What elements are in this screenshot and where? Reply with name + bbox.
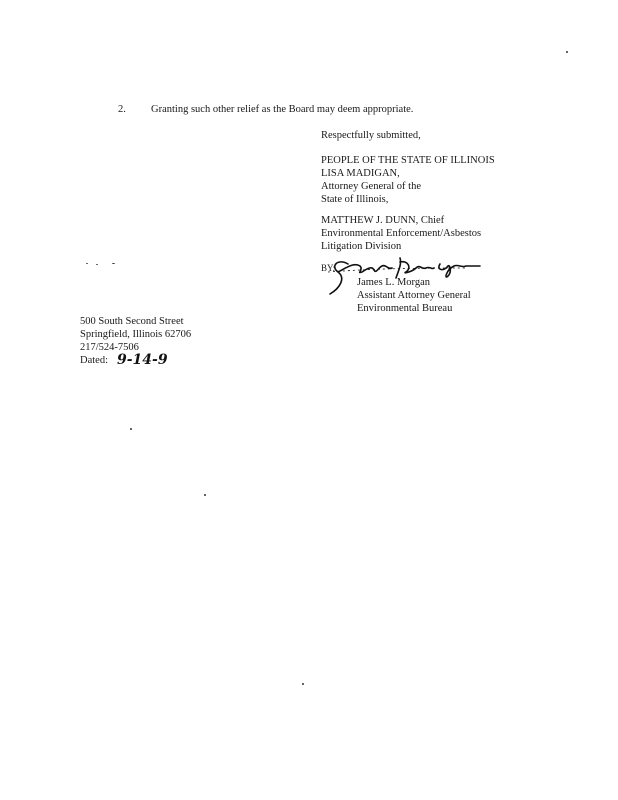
chief-line: Litigation Division [321,241,402,252]
scan-speck [112,263,115,264]
relief-number: 2. [118,104,126,115]
signer-title: Assistant Attorney General [357,290,471,301]
signature-by-label: BY: [321,263,336,273]
scan-speck [130,428,132,430]
signer-bureau: Environmental Bureau [357,303,453,314]
scan-speck [566,51,568,53]
scan-speck [96,264,98,265]
address-line: Springfield, Illinois 62706 [80,329,192,340]
address-line: 500 South Second Street [80,316,184,327]
address-line: 217/524-7506 [80,342,139,353]
scan-speck [302,683,304,685]
chief-line: MATTHEW J. DUNN, Chief [321,215,445,226]
relief-text: Granting such other relief as the Board may deem appropriate. [151,104,414,115]
scan-speck [86,263,88,264]
chief-line: Environmental Enforcement/Asbestos [321,228,482,239]
party-line: Attorney General of the [321,181,422,192]
chief-block [321,214,481,253]
signer-block [357,276,471,315]
dated-handwritten-value: 9-14-9 [117,352,168,368]
dated-label: Dated: [80,355,108,366]
party-line: LISA MADIGAN, [321,168,400,179]
party-line: State of Illinois, [321,194,389,205]
closing-line: Respectfully submitted, [321,130,421,141]
signer-name: James L. Morgan [357,277,431,288]
party-block [321,154,495,206]
party-line: PEOPLE OF THE STATE OF ILLINOIS [321,155,495,166]
scan-speck [204,494,206,496]
